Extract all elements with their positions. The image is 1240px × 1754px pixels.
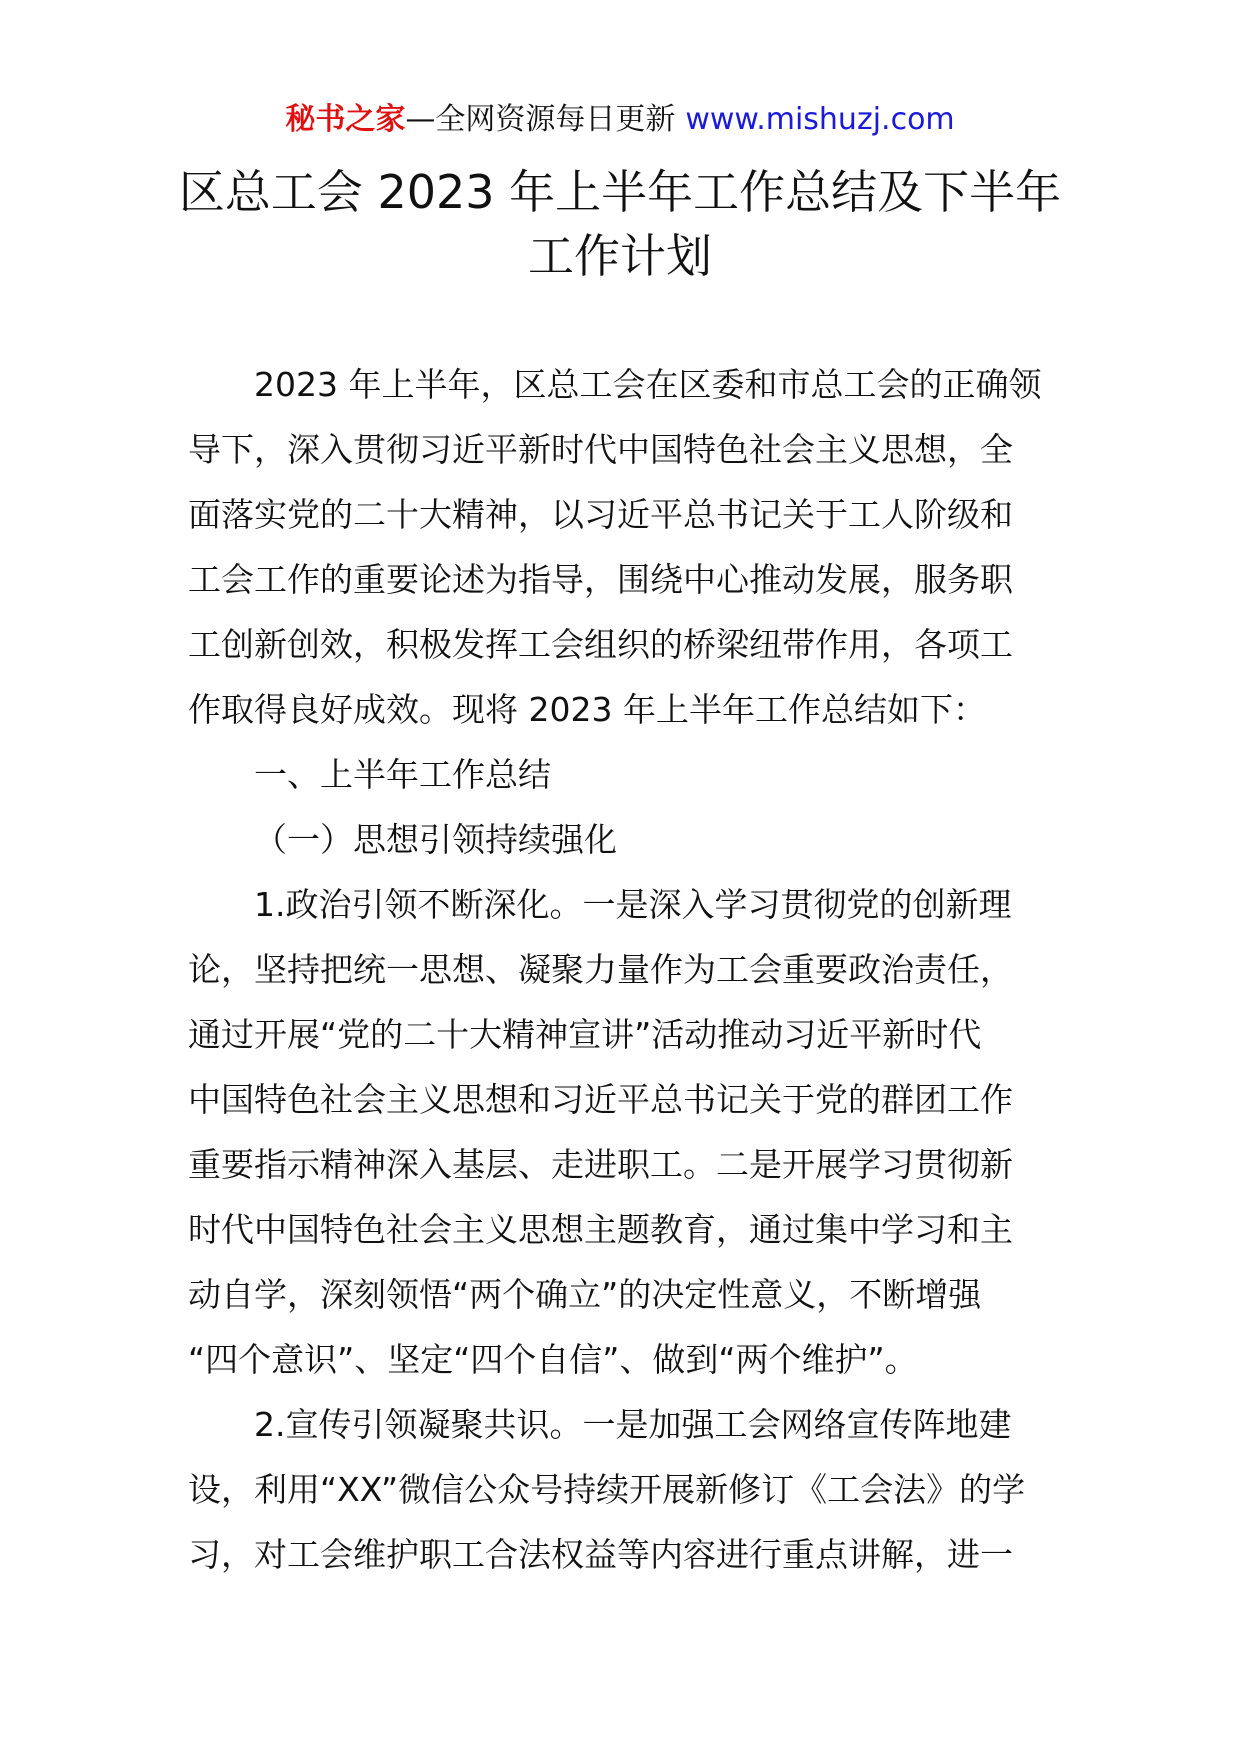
document-body (188, 352, 1058, 1587)
body-line: 论，坚持把统一思想、凝聚力量作为工会重要政治责任， (188, 950, 1013, 989)
body-line: 动自学，深刻领悟“两个确立”的决定性意义，不断增强 (188, 1275, 982, 1314)
document-title (160, 160, 1080, 288)
body-line: 面落实党的二十大精神，以习近平总书记关于工人阶级和 (188, 495, 1013, 534)
title-line-1: 区总工会 2023 年上半年工作总结及下半年 (178, 165, 1062, 219)
body-line: 工创新创效，积极发挥工会组织的桥梁纽带作用，各项工 (188, 625, 1013, 664)
body-line: 导下，深入贯彻习近平新时代中国特色社会主义思想，全 (188, 430, 1013, 469)
site-header (0, 100, 1240, 140)
body-line: 时代中国特色社会主义思想主题教育，通过集中学习和主 (188, 1210, 1013, 1249)
section-heading: 一、上半年工作总结 (254, 755, 551, 794)
body-line: 设，利用“XX”微信公众号持续开展新修订《工会法》的学 (188, 1470, 1026, 1509)
body-line: 工会工作的重要论述为指导，围绕中心推动发展，服务职 (188, 560, 1013, 599)
title-line-2: 工作计划 (528, 229, 712, 283)
subsection-heading: （一）思想引领持续强化 (254, 820, 617, 859)
body-line: 重要指示精神深入基层、走进职工。二是开展学习贯彻新 (188, 1145, 1013, 1184)
body-line: 作取得良好成效。现将 2023 年上半年工作总结如下： (188, 690, 986, 729)
site-url-link[interactable]: www.mishuzj.com (685, 102, 955, 137)
body-line: 2.宣传引领凝聚共识。一是加强工会网络宣传阵地建 (254, 1405, 1012, 1444)
body-line: 1.政治引领不断深化。一是深入学习贯彻党的创新理 (254, 885, 1012, 924)
brand-name: 秘书之家 (285, 102, 406, 137)
body-line: 习，对工会维护职工合法权益等内容进行重点讲解，进一 (188, 1535, 1013, 1574)
body-line: 2023 年上半年，区总工会在区委和市总工会的正确领 (254, 365, 1042, 404)
body-line: 中国特色社会主义思想和习近平总书记关于党的群团工作 (188, 1080, 1013, 1119)
header-tagline: —全网资源每日更新 (405, 102, 676, 137)
body-line: “四个意识”、坚定“四个自信”、做到“两个维护”。 (188, 1340, 918, 1379)
body-line: 通过开展“党的二十大精神宣讲”活动推动习近平新时代 (188, 1015, 982, 1054)
